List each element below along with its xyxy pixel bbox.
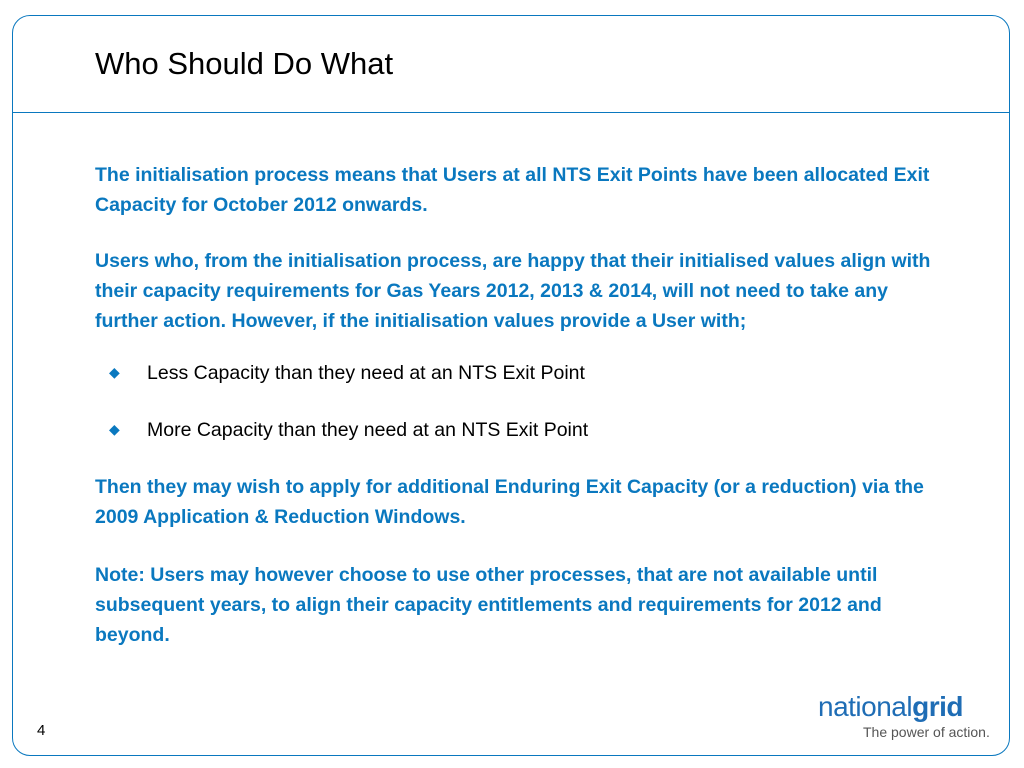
logo-national: national — [818, 691, 913, 722]
paragraph-note: Note: Users may however choose to use other processes, that are not available until subsequent years, to align their capacity entitlements and requirements for 2012 and beyond. — [95, 564, 882, 646]
logo-grid: grid — [912, 691, 963, 722]
page-number: 4 — [37, 722, 46, 739]
bullet-item — [95, 358, 955, 388]
title-divider — [13, 112, 1009, 113]
slide-body — [95, 160, 955, 650]
logo-tagline: The power of action. — [863, 724, 990, 740]
bullet-item — [95, 415, 955, 445]
paragraph-then: Then they may wish to apply for additional Enduring Exit Capacity (or a reduction) via the 2009 Application & Reduction Windows. — [95, 476, 924, 528]
diamond-icon: ◆ — [109, 364, 120, 380]
logo-wordmark — [818, 690, 998, 724]
paragraph-users: Users who, from the initialisation process, are happy that their initialised values align with their capacity requirements for Gas Years 2012, 2013 & 2014, will not need to take any further action. However, if the initialisation values provide a User with; — [95, 250, 931, 332]
paragraph-initialisation: The initialisation process means that Users at all NTS Exit Points have been allocated Exit Capacity for October 2012 onwards. — [95, 164, 930, 216]
national-grid-logo — [818, 690, 998, 750]
bullet-text: Less Capacity than they need at an NTS Exit Point — [147, 362, 585, 384]
bullet-text: More Capacity than they need at an NTS Exit Point — [147, 419, 589, 441]
slide-title: Who Should Do What — [95, 46, 394, 81]
diamond-icon: ◆ — [109, 421, 120, 437]
